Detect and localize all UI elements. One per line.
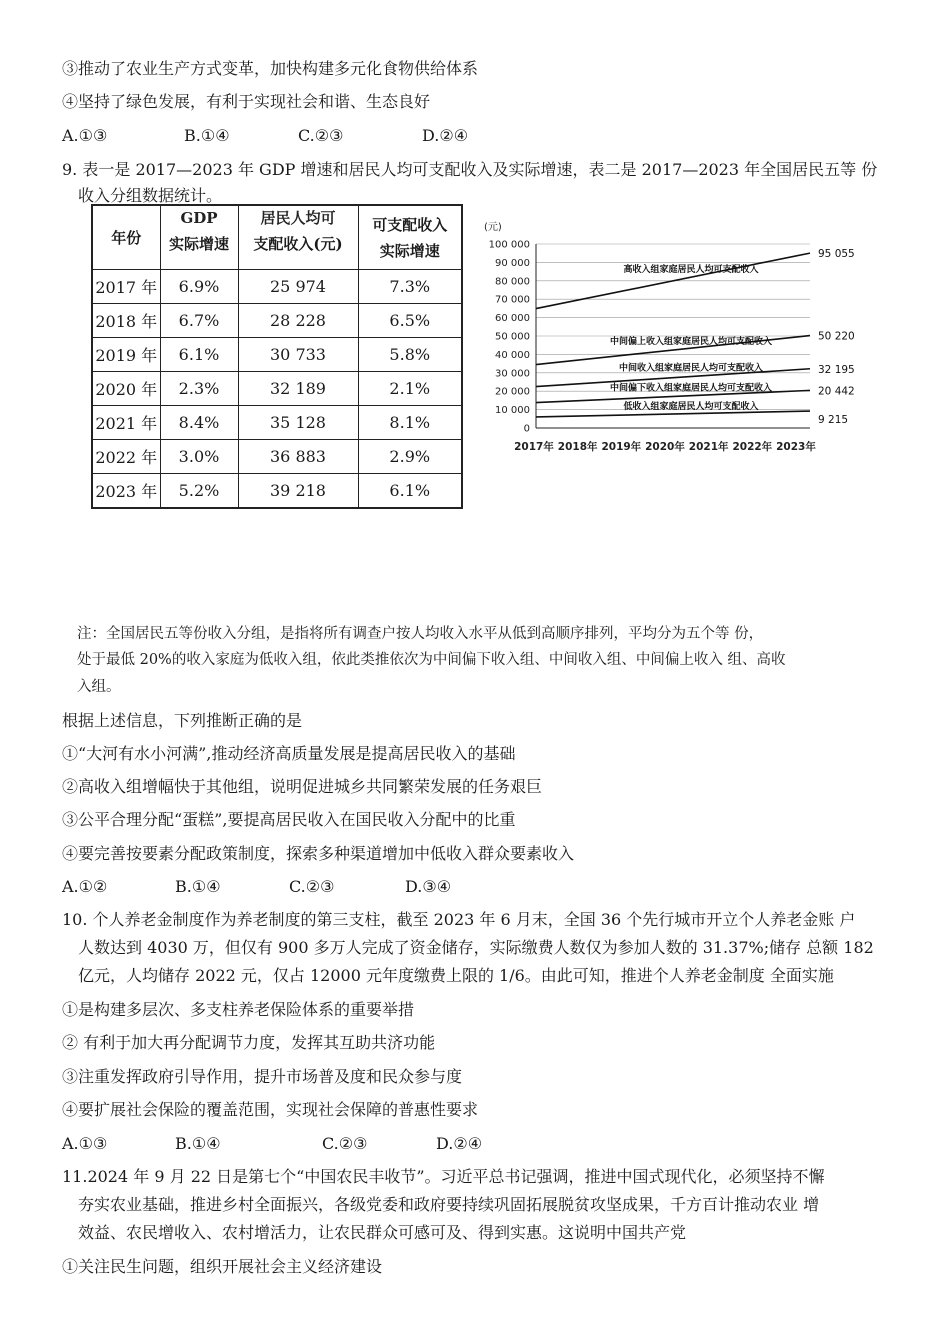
y-tick-label: 50 000 [495, 331, 530, 343]
series-end-value: 32 195 [818, 363, 855, 376]
cell-income: 32 189 [238, 372, 358, 406]
cell-gdp-growth: 6.9% [160, 270, 238, 304]
x-tick-label: 2021年 [688, 441, 729, 453]
cell-income-growth: 2.9% [358, 440, 462, 474]
q10-option-b: B.①④ [175, 1134, 221, 1153]
x-tick-label: 2017年 [514, 441, 554, 453]
y-tick-label: 0 [523, 423, 530, 435]
q9-option-a: A.①② [62, 877, 108, 896]
x-tick-label: 2018年 [557, 441, 598, 453]
cell-income-growth: 6.1% [358, 474, 462, 509]
q10-stem-line2: 人数达到 4030 万，但仅有 900 多万人完成了资金储存，实际缴费人数仅为参加人数的 31.37%;储存 总额 182 [78, 938, 874, 957]
cell-income: 35 128 [238, 406, 358, 440]
cell-income-growth: 8.1% [358, 406, 462, 440]
q11-stem-line3: 效益、农民增收入、农村增活力，让农民群众可感可及、得到实惠。这说明中国共产党 [78, 1223, 687, 1242]
y-tick-label: 80 000 [495, 276, 530, 288]
q9-note-line3: 入组。 [77, 679, 121, 695]
cell-year: 2020 年 [92, 372, 160, 406]
cell-income-growth: 6.5% [358, 304, 462, 338]
q11-stem-line1: 11.2024 年 9 月 22 日是第七个“中国农民丰收节”。习近平总书记强调，推进中国式现代化，必须坚持不懈 [62, 1167, 825, 1186]
q9-item-1: ①“大河有水小河满”,推动经济高质量发展是提高居民收入的基础 [62, 744, 516, 763]
q8-item-4: ④坚持了绿色发展，有利于实现社会和谐、生态良好 [62, 92, 431, 111]
series-name-label: 低收入组家庭居民人均可支配收入 [623, 402, 759, 413]
table-row [92, 372, 462, 406]
q10-item-2: ② 有利于加大再分配调节力度，发挥其互助共济功能 [62, 1033, 436, 1052]
cell-gdp-growth: 6.7% [160, 304, 238, 338]
q11-item-1: ①关注民生问题，组织开展社会主义经济建设 [62, 1257, 383, 1276]
y-tick-label: 20 000 [495, 386, 530, 398]
series-name-label: 中间偏下收入组家庭居民人均可支配收入 [609, 383, 773, 394]
q9-option-b: B.①④ [175, 877, 221, 896]
table-row [92, 406, 462, 440]
x-tick-label: 2020年 [645, 441, 685, 453]
x-tick-label: 2022年 [732, 441, 773, 453]
series-end-value: 20 442 [818, 385, 855, 398]
q9-stem-line2: 收入分组数据统计。 [78, 186, 223, 205]
q10-option-c: C.②③ [322, 1134, 368, 1153]
q9-item-3: ③公平合理分配“蛋糕”,要提高居民收入在国民收入分配中的比重 [62, 810, 516, 829]
y-tick-label: 40 000 [495, 349, 530, 361]
q11-stem-line2: 夯实农业基础，推进乡村全面振兴，各级党委和政府要持续巩固拓展脱贫攻坚成果，千方百计推动农业 增 [78, 1195, 820, 1214]
cell-income: 25 974 [238, 270, 358, 304]
th-income-growth: 可支配收入 实际增速 [358, 205, 462, 270]
cell-year: 2023 年 [92, 474, 160, 509]
q10-item-4: ④要扩展社会保险的覆盖范围，实现社会保障的普惠性要求 [62, 1100, 479, 1119]
series-name-label: 高收入组家庭居民人均可支配收入 [623, 264, 759, 275]
table-row [92, 474, 462, 509]
income-quintile-chart [478, 212, 868, 462]
cell-income-growth: 7.3% [358, 270, 462, 304]
q10-item-3: ③注重发挥政府引导作用，提升市场普及度和民众参与度 [62, 1067, 463, 1086]
cell-income-growth: 2.1% [358, 372, 462, 406]
q9-item-2: ②高收入组增幅快于其他组，说明促进城乡共同繁荣发展的任务艰巨 [62, 777, 543, 796]
q10-option-d: D.②④ [436, 1134, 483, 1153]
cell-gdp-growth: 3.0% [160, 440, 238, 474]
q9-option-c: C.②③ [289, 877, 335, 896]
y-tick-label: 30 000 [495, 368, 530, 380]
cell-year: 2017 年 [92, 270, 160, 304]
th-income: 居民人均可 支配收入(元) [238, 205, 358, 270]
y-tick-label: 90 000 [495, 257, 530, 269]
y-tick-label: 10 000 [495, 405, 530, 417]
series-end-value: 50 220 [818, 330, 855, 343]
cell-gdp-growth: 8.4% [160, 406, 238, 440]
cell-income-growth: 5.8% [358, 338, 462, 372]
q10-stem-line1: 10. 个人养老金制度作为养老制度的第三支柱，截至 2023 年 6 月末，全国 36 个先行城市开立个人养老金账 户 [62, 910, 856, 929]
y-tick-label: 70 000 [495, 294, 530, 306]
q8-option-d: D.②④ [422, 126, 469, 145]
q9-note-line1: 注：全国居民五等份收入分组，是指将所有调查户按人均收入水平从低到高顺序排列，平均分为五个等 份， [77, 626, 764, 642]
q9-note-line2: 处于最低 20%的收入家庭为低收入组，依此类推依次为中间偏下收入组、中间收入组、中间偏上收入 组、高收 [77, 652, 786, 668]
series-end-value: 9 215 [818, 414, 849, 427]
q10-option-a: A.①③ [62, 1134, 108, 1153]
q9-stem-line1: 9. 表一是 2017—2023 年 GDP 增速和居民人均可支配收入及实际增速，表二是 2017—2023 年全国居民五等 份 [62, 160, 878, 179]
x-tick-label: 2019年 [601, 441, 642, 453]
q8-item-3: ③推动了农业生产方式变革，加快构建多元化食物供给体系 [62, 59, 479, 78]
cell-gdp-growth: 6.1% [160, 338, 238, 372]
th-year: 年份 [92, 205, 160, 270]
cell-year: 2022 年 [92, 440, 160, 474]
q10-item-1: ①是构建多层次、多支柱养老保险体系的重要举措 [62, 1000, 415, 1019]
cell-income: 39 218 [238, 474, 358, 509]
x-tick-label: 2023年 [776, 441, 816, 453]
income-table [91, 204, 463, 509]
q10-stem-line3: 亿元，人均储存 2022 元，仅占 12000 元年度缴费上限的 1/6。由此可知，推进个人养老金制度 全面实施 [78, 966, 834, 985]
cell-year: 2018 年 [92, 304, 160, 338]
y-axis-unit-label: (元) [484, 222, 502, 233]
series-name-label: 中间收入组家庭居民人均可支配收入 [618, 363, 764, 374]
y-tick-label: 100 000 [488, 239, 530, 251]
cell-gdp-growth: 2.3% [160, 372, 238, 406]
cell-income: 28 228 [238, 304, 358, 338]
q9-item-4: ④要完善按要素分配政策制度，探索多种渠道增加中低收入群众要素收入 [62, 844, 575, 863]
q8-option-c: C.②③ [298, 126, 344, 145]
q9-question: 根据上述信息，下列推断正确的是 [62, 711, 303, 730]
q8-option-b: B.①④ [184, 126, 230, 145]
cell-year: 2019 年 [92, 338, 160, 372]
table-row [92, 270, 462, 304]
cell-income: 30 733 [238, 338, 358, 372]
cell-year: 2021 年 [92, 406, 160, 440]
cell-gdp-growth: 5.2% [160, 474, 238, 509]
cell-income: 36 883 [238, 440, 358, 474]
q9-option-d: D.③④ [405, 877, 452, 896]
table-row [92, 338, 462, 372]
table-row [92, 440, 462, 474]
series-name-label: 中间偏上收入组家庭居民人均可支配收入 [609, 337, 773, 348]
series-end-value: 95 055 [818, 248, 855, 261]
y-tick-label: 60 000 [495, 313, 530, 325]
th-gdp: GDP 实际增速 [160, 205, 238, 270]
income-table-wrapper [89, 196, 465, 518]
table-row [92, 304, 462, 338]
q8-option-a: A.①③ [62, 126, 108, 145]
